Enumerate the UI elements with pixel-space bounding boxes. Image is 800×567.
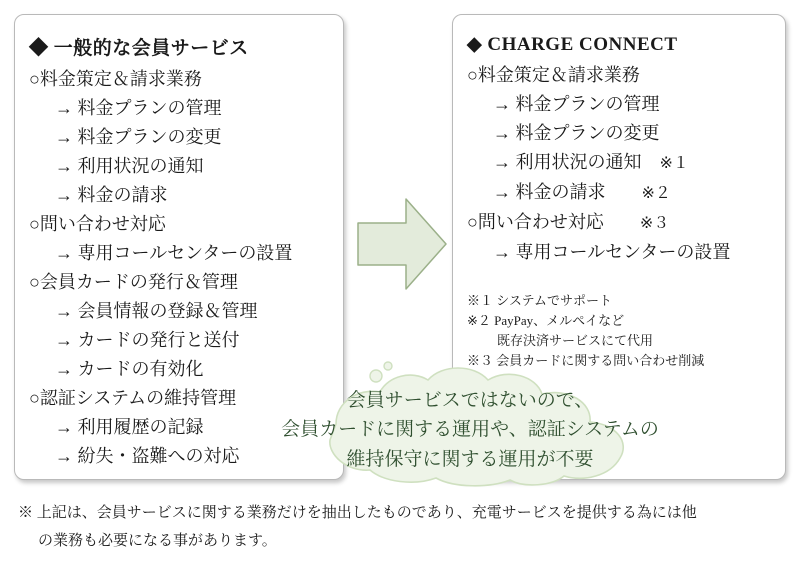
- right-arrow-icon: [356, 195, 448, 293]
- callout-line: 会員カードに関する運用や、認証システムの: [281, 419, 659, 441]
- list-item: ○問い合わせ対応: [29, 214, 166, 234]
- footnote-text: ※２ PayPay、メルペイなど: [467, 313, 625, 329]
- list-item: ○料金策定＆請求業務: [29, 69, 202, 89]
- list-item: → 利用状況の通知: [55, 156, 204, 176]
- callout-line: 維持保守に関する運用が不要: [346, 448, 594, 470]
- footnote-text: ※３ 会員カードに関する問い合わせ削減: [467, 353, 705, 369]
- list-item-label: ○料金策定＆請求業務: [467, 65, 640, 85]
- list-item-label: → 料金の請求: [493, 182, 606, 202]
- right-panel-item-list: [453, 56, 785, 261]
- right-panel-title: ◆ CHARGE CONNECT: [467, 34, 678, 55]
- list-item-label: → 料金プランの変更: [493, 123, 660, 143]
- callout-line: 会員サービスではないので、: [346, 390, 594, 411]
- list-item: → 料金プランの変更: [55, 127, 222, 147]
- footnote-subtext: 既存決済サービスにて代用: [497, 333, 654, 349]
- footnote-text: ※１ システムでサポート: [467, 293, 612, 308]
- list-item: → 専用コールセンターの設置: [55, 243, 293, 263]
- list-item: ○会員カードの発行＆管理: [29, 272, 238, 292]
- list-item: [467, 213, 785, 232]
- list-item-label: → 利用状況の通知: [493, 152, 642, 172]
- footnote: [467, 311, 777, 351]
- list-item: [493, 183, 785, 202]
- list-item: ○認証システムの維持管理: [29, 388, 237, 408]
- list-item: [467, 66, 785, 84]
- list-item: → 紛失・盗難への対応: [55, 446, 240, 466]
- list-item: [493, 124, 785, 142]
- footnote: [467, 291, 777, 311]
- list-item-label: → 料金プランの管理: [493, 94, 660, 114]
- list-item-note: ※３: [639, 215, 670, 232]
- list-item: → 料金プランの管理: [55, 98, 222, 118]
- list-item: → カードの発行と送付: [55, 330, 240, 350]
- bottom-note-line-2: の業務も必要になる事があります。: [38, 532, 277, 549]
- list-item: [493, 243, 785, 261]
- left-panel-title: ◆ 一般的な会員サービス: [29, 38, 249, 59]
- list-item-label: → 専用コールセンターの設置: [493, 242, 731, 262]
- list-item-note: ※２: [641, 185, 671, 202]
- list-item: → カードの有効化: [55, 359, 204, 379]
- bottom-note-line-1: ※ 上記は、会員サービスに関する業務だけを抽出したものであり、充電サービスを提供する為には他: [18, 505, 697, 521]
- list-item: → 料金の請求: [55, 185, 168, 205]
- list-item: → 会員情報の登録＆管理: [55, 301, 258, 321]
- bottom-note: [18, 500, 782, 556]
- list-item-note: ※１: [659, 155, 689, 172]
- list-item: [493, 153, 785, 172]
- list-item: → 利用履歴の記録: [55, 417, 204, 437]
- list-item: [493, 95, 785, 113]
- list-item-label: ○問い合わせ対応: [467, 212, 604, 232]
- callout-text: [274, 386, 666, 474]
